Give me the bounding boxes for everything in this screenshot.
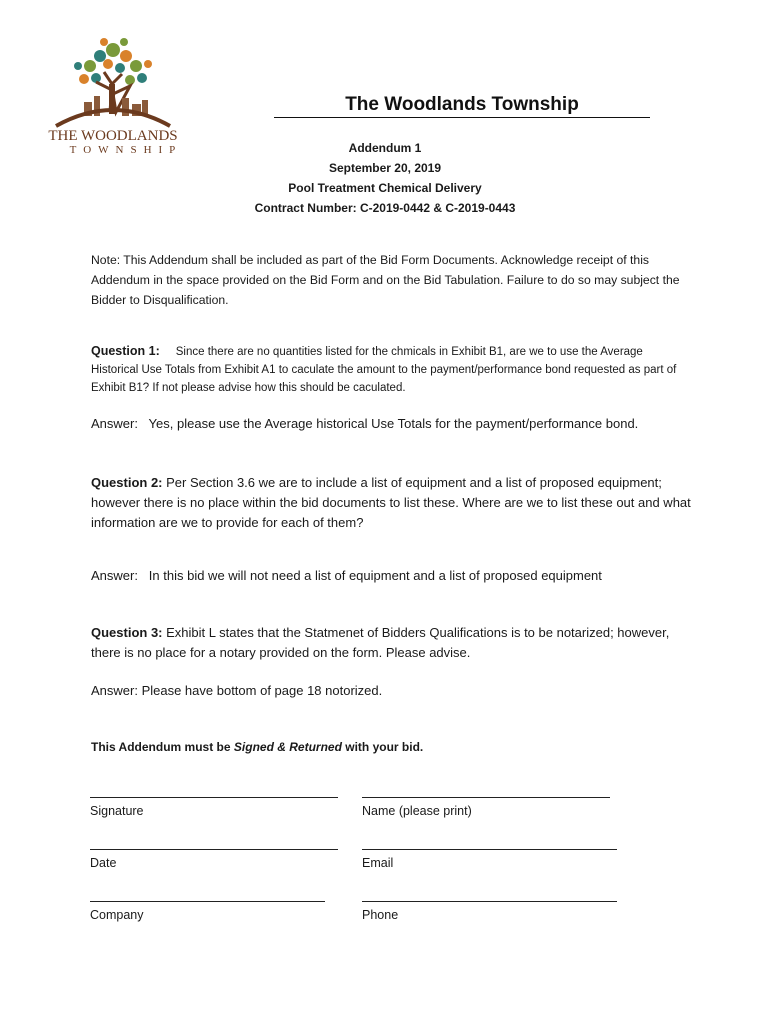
tree-logo-icon: [38, 34, 188, 149]
phone-line[interactable]: [362, 901, 617, 902]
logo-township-text: TOWNSHIP: [69, 144, 183, 156]
sign-note-prefix: This Addendum must be: [91, 740, 234, 754]
question-2-label: Question 2:: [91, 475, 163, 490]
note-paragraph: Note: This Addendum shall be included as part of the Bid Form Documents. Acknowledge receipt of this Addendum in the space provided on the Bid Form and on the Bid Tabulation. Failure to do so may subject the Bidder to Disqualification.: [91, 253, 680, 307]
email-field[interactable]: [362, 849, 617, 870]
signature-line[interactable]: [90, 797, 338, 798]
answer-2: Answer: In this bid we will not need a list of equipment and a list of proposed equipment: [91, 568, 602, 583]
sign-note-emphasis: Signed & Returned: [233, 740, 342, 754]
question-2: [91, 473, 691, 533]
answer-1: Answer: Yes, please use the Average historical Use Totals for the payment/performance bond.: [91, 416, 639, 431]
company-label: Company: [90, 908, 144, 922]
date-line[interactable]: [90, 849, 338, 850]
phone-field[interactable]: [362, 901, 617, 922]
date-field[interactable]: [90, 849, 338, 870]
question-3: [91, 623, 691, 663]
name-field[interactable]: [362, 797, 610, 818]
signature-label: Signature: [90, 804, 144, 818]
name-line[interactable]: [362, 797, 610, 798]
company-line[interactable]: [90, 901, 325, 902]
logo-arc-text: THE WOODLANDS: [48, 128, 178, 144]
contract-number: Contract Number: C-2019-0442 & C-2019-0443: [254, 201, 516, 215]
addendum-subject: Pool Treatment Chemical Delivery: [288, 181, 482, 195]
question-1: [91, 342, 691, 397]
signature-field[interactable]: [90, 797, 338, 818]
addendum-number: Addendum 1: [348, 141, 422, 155]
page-title: The Woodlands Township: [274, 94, 650, 118]
company-field[interactable]: [90, 901, 325, 922]
email-label: Email: [362, 856, 394, 870]
question-2-text: Per Section 3.6 we are to include a list of equipment and a list of proposed equipment; however there is no place within the bid documents to list these. Where are we to list these out and what information are we to provide for each of them?: [91, 475, 691, 530]
addendum-date: September 20, 2019: [328, 161, 442, 175]
question-1-text: Since there are no quantities listed for the chmicals in Exhibit B1, are we to use the Average Historical Use Totals from Exhibit A1 to caculate the amount to the payment/performance bond requested as part of Exhibit B1? If not please advise how this should be caculated.: [91, 346, 677, 394]
date-label: Date: [90, 856, 117, 870]
phone-label: Phone: [362, 908, 399, 922]
woodlands-logo: [38, 34, 188, 164]
answer-3: Answer: Please have bottom of page 18 notorized.: [91, 683, 383, 698]
question-1-label: Question 1:: [91, 344, 160, 358]
sign-note-suffix: with your bid.: [341, 740, 424, 754]
question-3-text: Exhibit L states that the Statmenet of Bidders Qualifications is to be notarized; however, there is no place for a notary provided on the form. Please advise.: [91, 625, 670, 660]
name-label: Name (please print): [362, 804, 472, 818]
header-block: [200, 138, 570, 218]
question-3-label: Question 3:: [91, 625, 163, 640]
email-line[interactable]: [362, 849, 617, 850]
sign-return-note: [91, 737, 691, 757]
